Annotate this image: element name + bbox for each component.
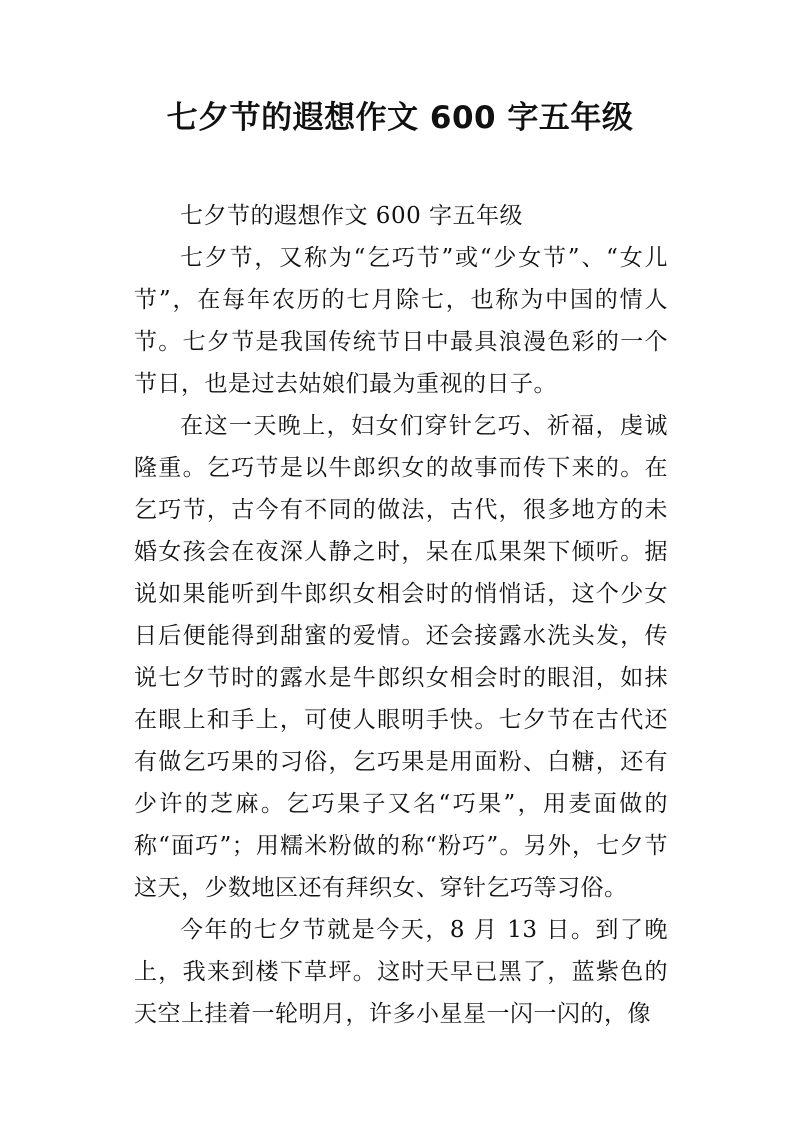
paragraph-customs: 在这一天晚上，妇女们穿针乞巧、祈福，虔诚隆重。乞巧节是以牛郎织女的故事而传下来的。在乞巧节，古今有不同的做法，古代，很多地方的未婚女孩会在夜深人静之时，呆在瓜果架下倾听。据说如果能听到牛郎织女相会时的悄悄话，这个少女日后便能得到甜蜜的爱情。还会接露水洗头发，传说七夕节时的露水是牛郎织女相会时的眼泪，如抹在眼上和手上，可使人眼明手快。七夕节在古代还有做乞巧果的习俗，乞巧果是用面粉、白糖，还有少许的芝麻。乞巧果子又名“巧果”，用麦面做的称“面巧”；用糯米粉做的称“粉巧”。另外，七夕节这天，少数地区还有拜织女、穿针乞巧等习俗。 <box>134 413 668 901</box>
paragraph-intro: 七夕节，又称为“乞巧节”或“少女节”、“女儿节”，在每年农历的七月除七，也称为中国的情人节。七夕节是我国传统节日中最具浪漫色彩的一个节日，也是过去姑娘们最为重视的日子。 <box>134 245 668 397</box>
paragraph-subtitle: 七夕节的遐想作文 600 字五年级 <box>180 203 524 229</box>
document-body <box>134 195 668 1035</box>
document-title: 七夕节的遐想作文 600 字五年级 <box>166 100 634 136</box>
paragraph-tonight: 今年的七夕节就是今天，8 月 13 日。到了晚上，我来到楼下草坪。这时天早已黑了，蓝紫色的天空上挂着一轮明月，许多小星星一闪一闪的，像 <box>134 917 668 1027</box>
